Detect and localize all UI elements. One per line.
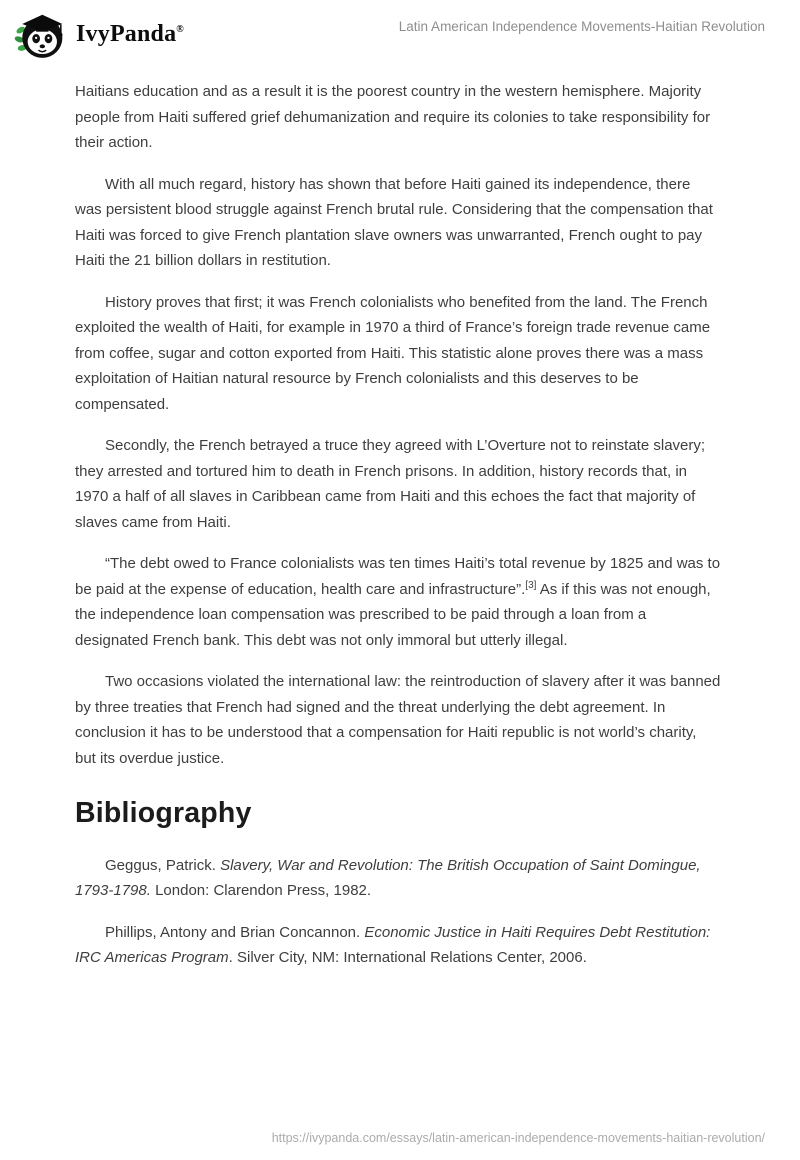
- bibliography-entry: Geggus, Patrick. Slavery, War and Revolution: The British Occupation of Saint Domingue, 1793-1798. London: Clarendon Press, 1982.: [75, 856, 701, 899]
- essay-paragraph: “The debt owed to France colonialists was ten times Haiti’s total revenue by 1825 and was to be paid at the expense of education, health care and infrastructure”.[3] As if this was not enough, the independence loan compensation was prescribed to be paid through a loan from a designated French bank. This debt was not only immoral but utterly illegal.: [75, 555, 721, 649]
- ivypanda-brand[interactable]: [13, 7, 184, 61]
- source-url[interactable]: https://ivypanda.com/essays/latin-american-independence-movements-haitian-revolution/: [271, 1131, 765, 1145]
- essay-paragraph: With all much regard, history has shown that before Haiti gained its independence, there was persistent blood struggle against French brutal rule. Considering that the compensation that Haiti was forced to give French plantation slave owners was unwarranted, French ought to pay Haiti the 21 billion dollars in restitution.: [75, 175, 713, 269]
- bibliography-entry: Phillips, Antony and Brian Concannon. Economic Justice in Haiti Requires Debt Restitution: IRC Americas Program. Silver City, NM: International Relations Center, 2006.: [75, 923, 711, 966]
- page-footer: [272, 1129, 765, 1147]
- registered-trademark: ®: [176, 23, 184, 35]
- essay-paragraph: Two occasions violated the international law: the reintroduction of slavery after it was banned by three treaties that French had signed and the threat underlying the debt agreement. In conclusion it has to be understood that a compensation for Haiti republic is not world’s charity, but its overdue justice.: [75, 673, 721, 767]
- essay-paragraph: Secondly, the French betrayed a truce they agreed with L’Overture not to reinstate slavery; they arrested and tortured him to death in French prisons. In addition, history records that, in 1970 a half of all slaves in Caribbean came from Haiti and this echoes the fact that majority of slaves came from Haiti.: [75, 437, 706, 531]
- document-title: Latin American Independence Movements-Haitian Revolution: [398, 19, 765, 34]
- essay-paragraph: History proves that first; it was French colonialists who benefited from the land. The French exploited the wealth of Haiti, for example in 1970 a third of France’s foreign trade revenue came from coffee, sugar and cotton exported from Haiti. This statistic alone proves there was a mass exploitation of Haitian natural resource by French colonialists and this deserves to be compensated.: [75, 293, 711, 413]
- brand-name-text: IvyPanda: [76, 20, 177, 47]
- essay-content: [75, 79, 721, 971]
- page-header: [0, 0, 800, 61]
- bibliography-heading: Bibliography: [75, 797, 252, 829]
- ivypanda-logo-icon: [13, 7, 67, 61]
- essay-paragraph: Haitians education and as a result it is the poorest country in the western hemisphere. Majority people from Haiti suffered grief dehumanization and require its colonies to take responsibility for their action.: [75, 83, 711, 151]
- brand-name: [76, 21, 184, 48]
